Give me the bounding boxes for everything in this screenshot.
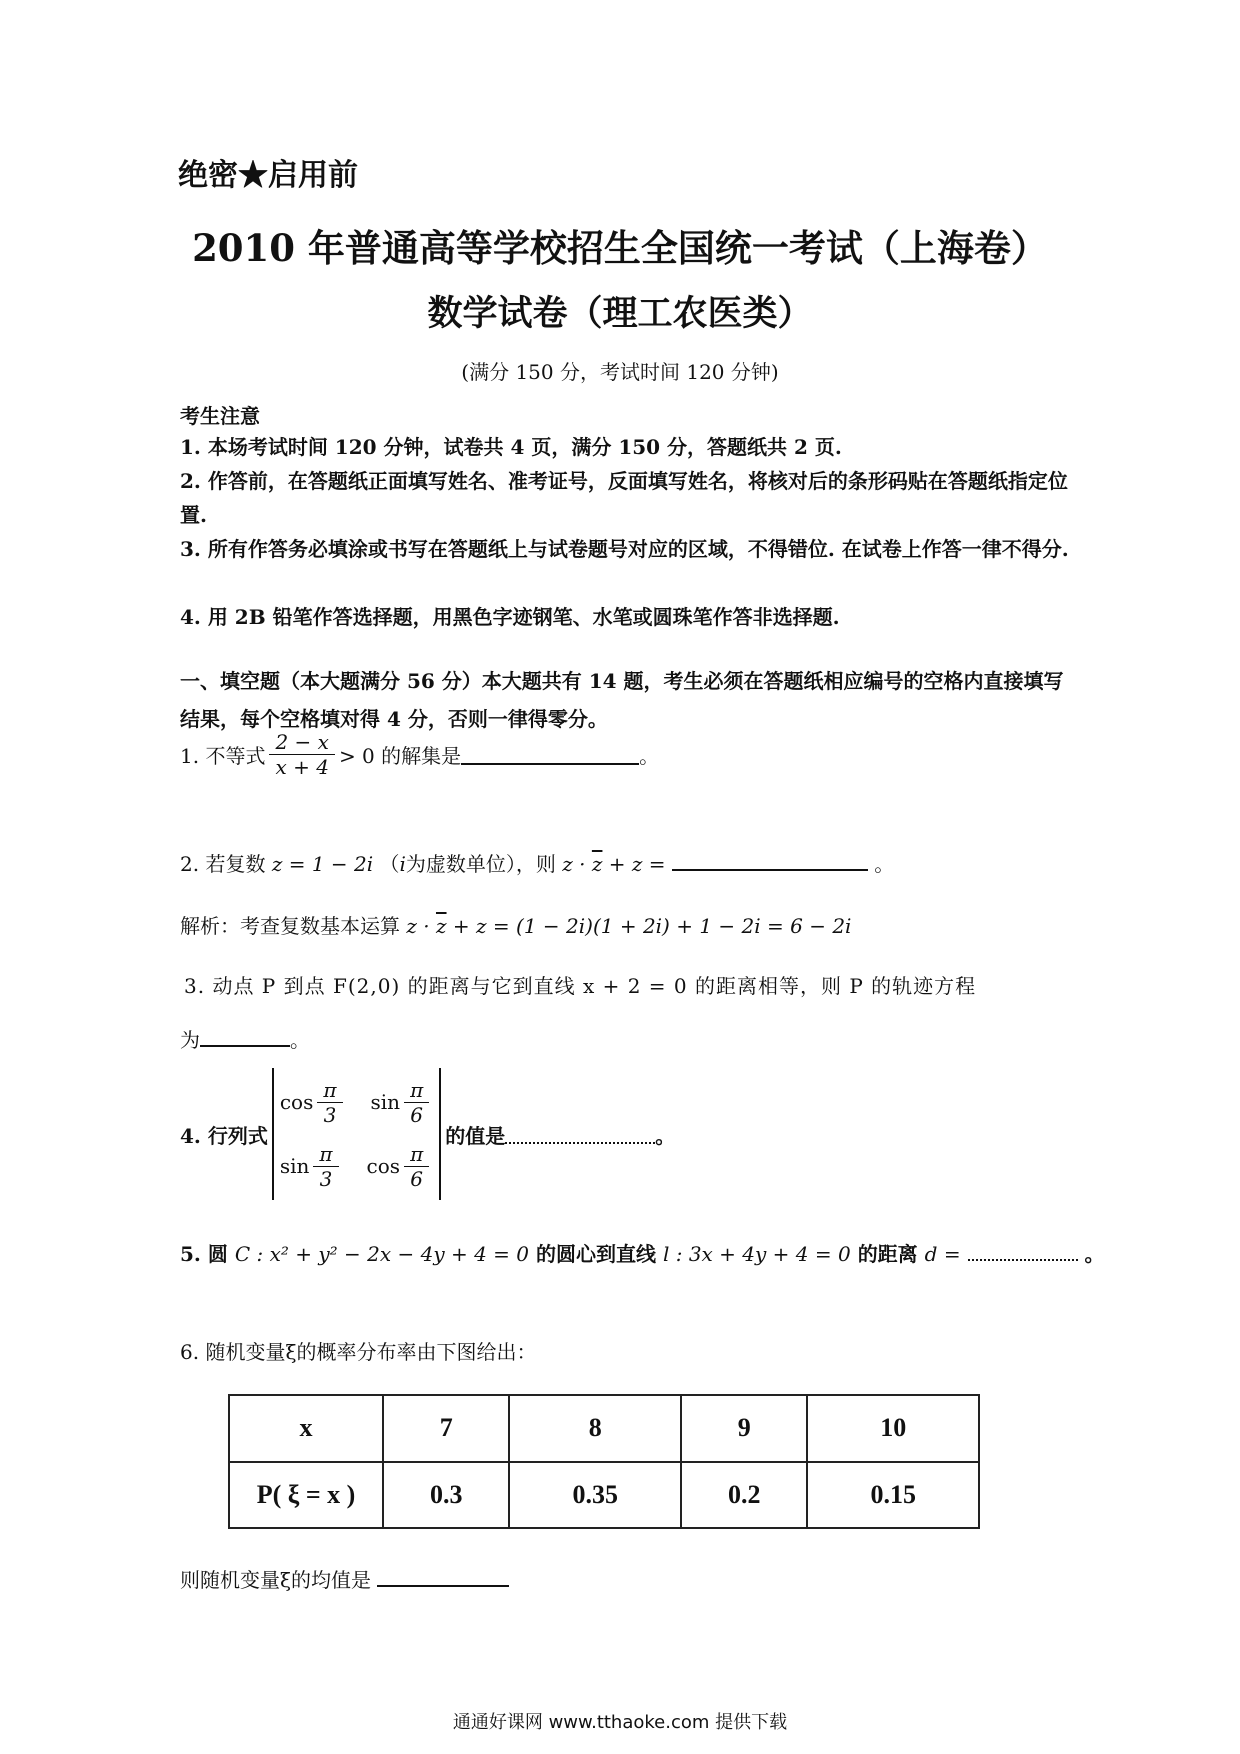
- q4-a12-pi: π: [404, 1078, 429, 1103]
- table-header-cell: 9: [681, 1395, 807, 1462]
- q1-relation: > 0 的解集是: [338, 744, 462, 768]
- q3-line2-prefix: 为: [180, 1028, 200, 1052]
- q4-determinant: [272, 1068, 441, 1200]
- q4-a22-den: 6: [410, 1166, 423, 1191]
- table-header-cell: 8: [509, 1395, 681, 1462]
- q2-suffix: 。: [874, 852, 895, 876]
- table-cell: 0.15: [807, 1462, 979, 1529]
- q1-suffix: 。: [639, 744, 660, 768]
- q5-middle: 的圆心到直线: [536, 1242, 656, 1266]
- notice-item-1: 1. 本场考试时间 120 分钟，试卷共 4 页，满分 150 分，答题纸共 2 页.: [180, 435, 842, 459]
- q2-analysis-label: 解析：考查复数基本运算: [180, 914, 400, 938]
- q1-answer-blank[interactable]: [461, 745, 639, 765]
- notice-item-2: 2. 作答前，在答题纸正面填写姓名、准考证号，反面填写姓名，将核对后的条形码贴在答题纸指定位置.: [180, 469, 1068, 527]
- q2-text-a: 2. 若复数: [180, 852, 266, 876]
- q3-line-2: [180, 1024, 310, 1053]
- q5-prefix: 5. 圆: [180, 1242, 228, 1266]
- section-1-heading: 一、填空题（本大题满分 56 分）本大题共有 14 题，考生必须在答题纸相应编号的空格内直接填写结果，每个空格填对得 4 分，否则一律得零分。: [180, 669, 1064, 731]
- question-4: [180, 1068, 675, 1200]
- q2-text-b: （: [379, 852, 400, 876]
- q4-a12-fn: sin: [370, 1090, 401, 1114]
- q4-a22-fn: cos: [366, 1154, 401, 1178]
- q2-analysis-z: z ·: [406, 914, 430, 938]
- notice-item-4: 4. 用 2B 铅笔作答选择题，用黑色字迹钢笔、水笔或圆珠笔作答非选择题.: [180, 605, 840, 629]
- notice-heading: 考生注意: [180, 404, 260, 428]
- q4-a11-den: 3: [323, 1102, 337, 1127]
- q2-answer-blank[interactable]: [672, 851, 868, 871]
- q5-circle: C : x² + y² − 2x − 4y + 4 = 0: [234, 1242, 530, 1266]
- notice-item-3: 3. 所有作答务必填涂或书写在答题纸上与试卷题号对应的区域，不得错位. 在试卷上作答一律不得分.: [180, 537, 1069, 561]
- q6-followup: [180, 1564, 509, 1593]
- q4-answer-blank[interactable]: [505, 1124, 655, 1144]
- q5-suffix: 。: [1084, 1242, 1105, 1266]
- table-header-cell: x: [229, 1395, 383, 1462]
- q2-expr-z: z = 1 − 2i: [271, 852, 374, 876]
- q2-analysis-zbar: $\overline{z}$: [435, 914, 447, 938]
- q4-suffix: 。: [655, 1123, 676, 1148]
- q1-denominator: x + 4: [275, 755, 329, 779]
- table-row: [229, 1395, 979, 1462]
- q2-zbar: $\overline{z}$: [591, 852, 603, 876]
- q6-text: 6. 随机变量ξ的概率分布率由下图给出：: [180, 1340, 537, 1364]
- footer-text: 通通好课网 www.tthaoke.com 提供下载: [452, 1712, 788, 1733]
- table-cell: 0.3: [383, 1462, 509, 1529]
- secret-label: 绝密★启用前: [178, 158, 358, 193]
- q4-prefix: 4. 行列式: [180, 1123, 268, 1148]
- q2-z1: z ·: [562, 852, 586, 876]
- q2-i-symbol: i: [399, 852, 406, 876]
- question-5: [180, 1238, 1105, 1267]
- exam-info: (满分 150 分，考试时间 120 分钟): [461, 360, 779, 384]
- question-2: [180, 848, 894, 877]
- q4-a22-pi: π: [404, 1142, 429, 1167]
- q4-a12-den: 6: [410, 1102, 423, 1127]
- q4-middle: 的值是: [445, 1123, 506, 1148]
- q1-numerator: 2 − x: [269, 730, 334, 755]
- q6-followup-text: 则随机变量ξ的均值是: [180, 1568, 372, 1592]
- q1-fraction: [269, 730, 334, 779]
- q4-a11-fn: cos: [279, 1090, 314, 1114]
- q5-line: l : 3x + 4y + 4 = 0: [662, 1242, 851, 1266]
- probability-table: [228, 1394, 980, 1529]
- table-cell: P( ξ = x ): [229, 1462, 383, 1529]
- q1-prefix: 1. 不等式: [180, 744, 266, 768]
- table-row: [229, 1462, 979, 1529]
- q4-a21-den: 3: [319, 1166, 333, 1191]
- q5-tail: 的距离: [857, 1242, 918, 1266]
- table-cell: 0.35: [509, 1462, 681, 1529]
- q5-answer-blank[interactable]: [968, 1241, 1078, 1261]
- q2-expr-tail: + z =: [608, 852, 666, 876]
- q3-line-1: 3. 动点 P 到点 F(2,0) 的距离与它到直线 x + 2 = 0 的距离相等，则 P 的轨迹方程: [184, 974, 977, 998]
- q4-a21-fn: sin: [279, 1154, 310, 1178]
- question-1: [180, 730, 659, 779]
- q2-text-c: 为虚数单位），则: [405, 852, 556, 876]
- table-cell: 0.2: [681, 1462, 807, 1529]
- table-header-cell: 7: [383, 1395, 509, 1462]
- exam-subtitle: 数学试卷（理工农医类）: [427, 293, 813, 334]
- q3-answer-blank[interactable]: [200, 1027, 290, 1047]
- q4-a11-pi: π: [317, 1078, 342, 1103]
- q4-a21-pi: π: [313, 1142, 338, 1167]
- q6-answer-blank[interactable]: [377, 1567, 509, 1587]
- q3-suffix: 。: [290, 1028, 310, 1052]
- q2-analysis-expr: + z = (1 − 2i)(1 + 2i) + 1 − 2i = 6 − 2i: [452, 914, 852, 938]
- table-header-cell: 10: [807, 1395, 979, 1462]
- exam-title: 2010 年普通高等学校招生全国统一考试（上海卷）: [192, 226, 1048, 270]
- q2-analysis: [180, 910, 851, 939]
- q5-d: d =: [924, 1242, 961, 1266]
